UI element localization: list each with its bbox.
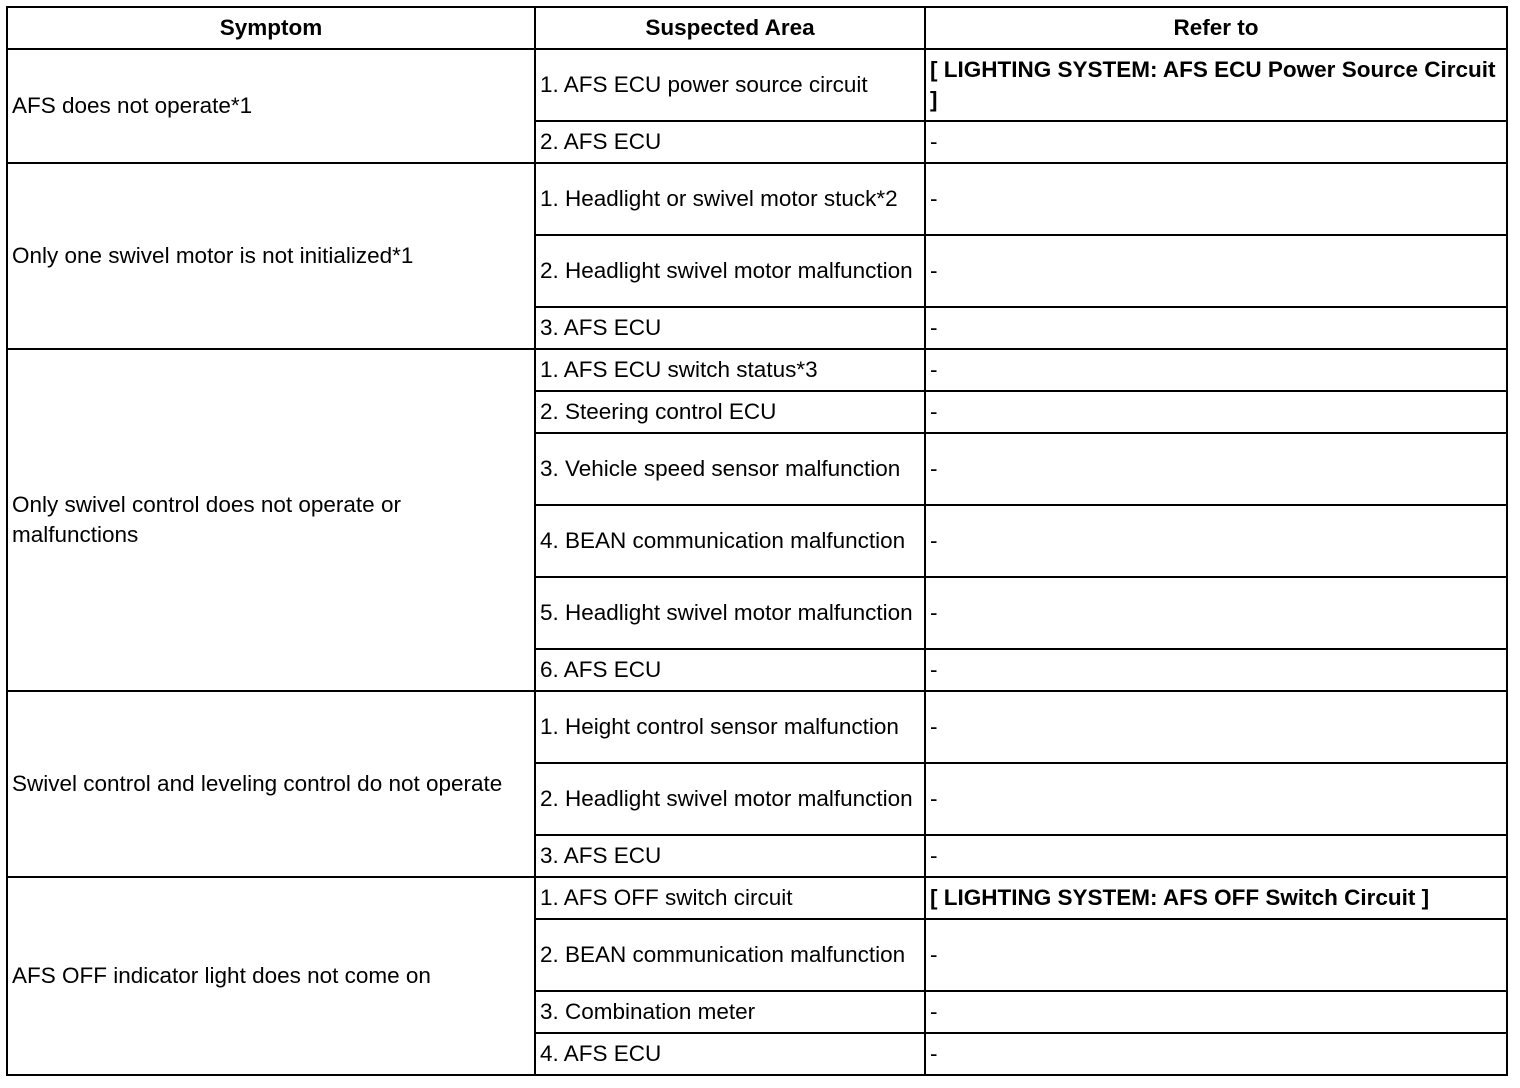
header-suspected-area: Suspected Area xyxy=(535,7,925,49)
suspected-area-cell: 3. Combination meter xyxy=(535,991,925,1033)
refer-cell: - xyxy=(925,1033,1507,1075)
suspected-area-cell: 1. AFS ECU switch status*3 xyxy=(535,349,925,391)
refer-link[interactable]: [ LIGHTING SYSTEM: AFS ECU Power Source Circuit ] xyxy=(925,49,1507,121)
header-refer-to: Refer to xyxy=(925,7,1507,49)
header-symptom: Symptom xyxy=(7,7,535,49)
suspected-area-cell: 5. Headlight swivel motor malfunction xyxy=(535,577,925,649)
table-row xyxy=(7,163,1507,235)
refer-cell: - xyxy=(925,163,1507,235)
refer-cell: - xyxy=(925,577,1507,649)
refer-cell: - xyxy=(925,763,1507,835)
refer-cell: - xyxy=(925,349,1507,391)
diagnosis-table xyxy=(6,6,1508,1076)
suspected-area-cell: 4. BEAN communication malfunction xyxy=(535,505,925,577)
refer-cell: - xyxy=(925,121,1507,163)
refer-cell: - xyxy=(925,691,1507,763)
symptom-cell: Only one swivel motor is not initialized*1 xyxy=(7,163,535,349)
header-row xyxy=(7,7,1507,49)
refer-cell: - xyxy=(925,391,1507,433)
refer-cell: - xyxy=(925,991,1507,1033)
suspected-area-cell: 1. AFS OFF switch circuit xyxy=(535,877,925,919)
suspected-area-cell: 4. AFS ECU xyxy=(535,1033,925,1075)
suspected-area-cell: 3. AFS ECU xyxy=(535,307,925,349)
suspected-area-cell: 1. AFS ECU power source circuit xyxy=(535,49,925,121)
refer-cell: - xyxy=(925,433,1507,505)
refer-cell: - xyxy=(925,235,1507,307)
symptom-cell: Only swivel control does not operate or malfunctions xyxy=(7,349,535,691)
symptom-cell: AFS does not operate*1 xyxy=(7,49,535,163)
symptom-cell: AFS OFF indicator light does not come on xyxy=(7,877,535,1075)
suspected-area-cell: 2. Steering control ECU xyxy=(535,391,925,433)
refer-cell: - xyxy=(925,919,1507,991)
suspected-area-cell: 6. AFS ECU xyxy=(535,649,925,691)
symptom-cell: Swivel control and leveling control do not operate xyxy=(7,691,535,877)
refer-cell: - xyxy=(925,505,1507,577)
suspected-area-cell: 1. Headlight or swivel motor stuck*2 xyxy=(535,163,925,235)
table-row xyxy=(7,877,1507,919)
suspected-area-cell: 3. Vehicle speed sensor malfunction xyxy=(535,433,925,505)
refer-cell: - xyxy=(925,835,1507,877)
suspected-area-cell: 2. AFS ECU xyxy=(535,121,925,163)
refer-link[interactable]: [ LIGHTING SYSTEM: AFS OFF Switch Circuit ] xyxy=(925,877,1507,919)
table-row xyxy=(7,691,1507,763)
refer-cell: - xyxy=(925,649,1507,691)
suspected-area-cell: 2. Headlight swivel motor malfunction xyxy=(535,763,925,835)
table-row xyxy=(7,49,1507,121)
suspected-area-cell: 1. Height control sensor malfunction xyxy=(535,691,925,763)
suspected-area-cell: 2. Headlight swivel motor malfunction xyxy=(535,235,925,307)
refer-cell: - xyxy=(925,307,1507,349)
suspected-area-cell: 2. BEAN communication malfunction xyxy=(535,919,925,991)
table-row xyxy=(7,349,1507,391)
suspected-area-cell: 3. AFS ECU xyxy=(535,835,925,877)
